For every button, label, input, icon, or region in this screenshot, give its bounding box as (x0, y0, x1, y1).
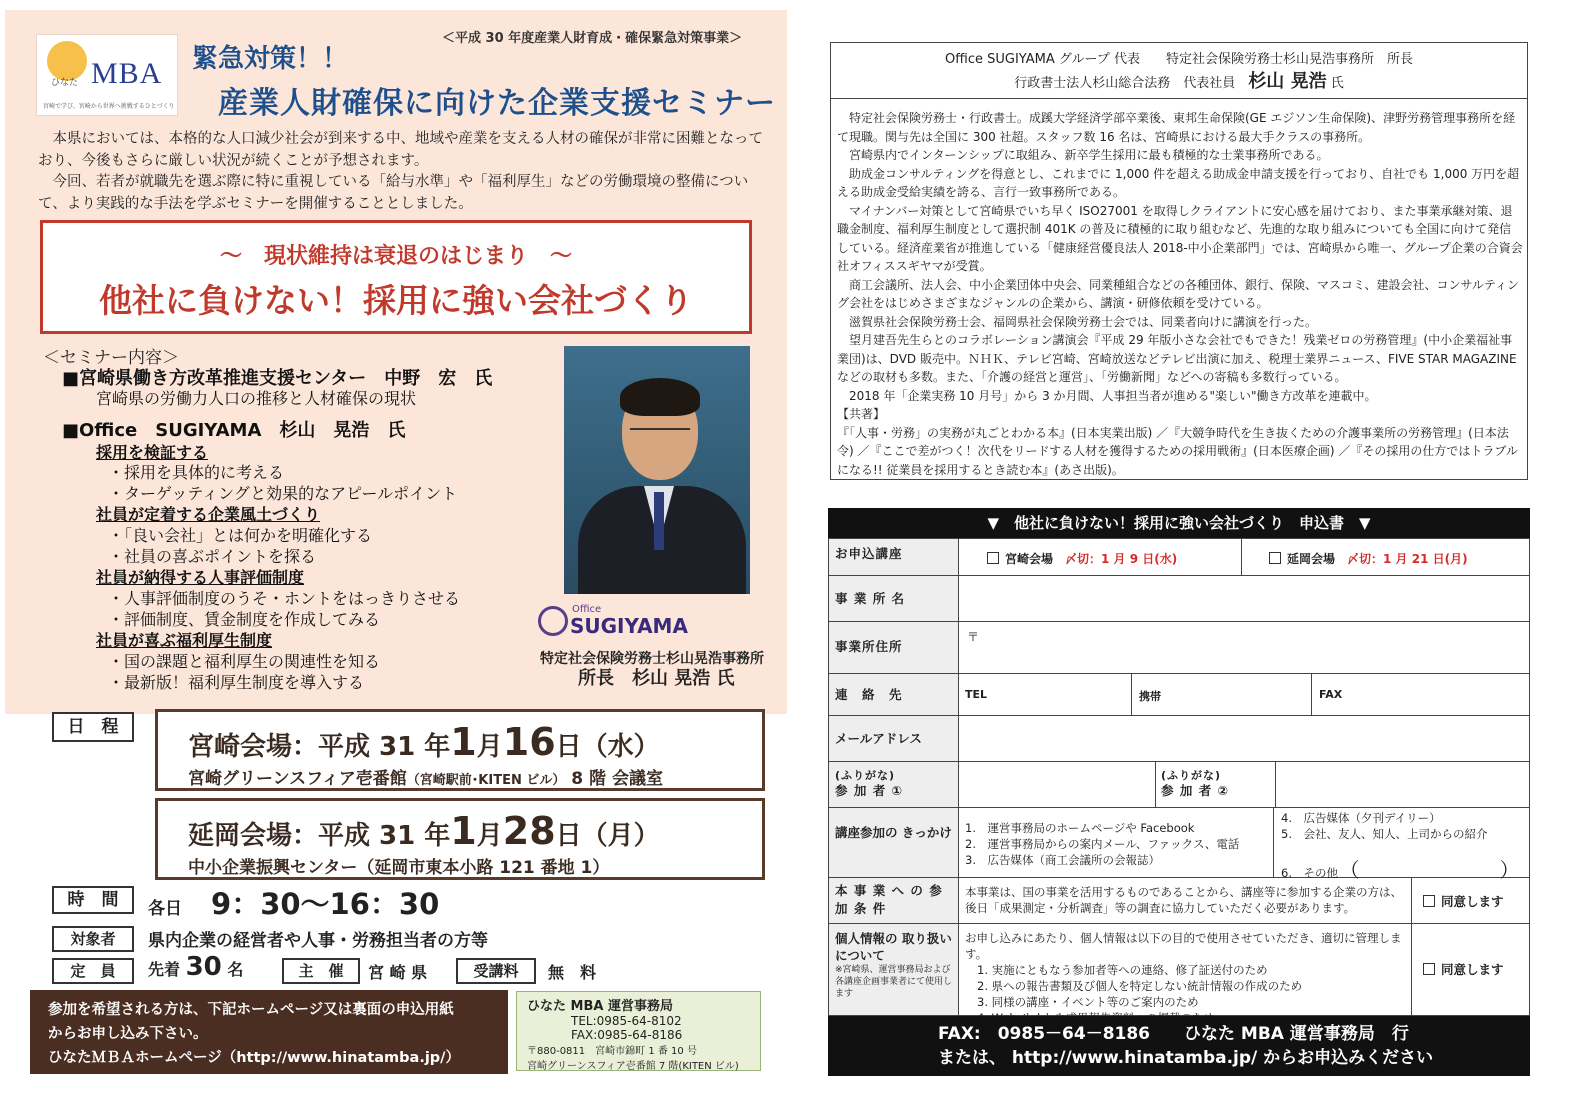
mobile-field[interactable]: 携帯 (1139, 690, 1161, 703)
cta-line: からお申し込み下さい。 (48, 1026, 208, 1042)
fax-field[interactable]: FAX (1319, 688, 1343, 701)
profile-paragraph: 2018 年「企業実務 10 月号」から 3 か月間、人事担当者が進める"楽しい"働き方改革を連載中。 (849, 388, 1377, 403)
page-title: 産業人財確保に向けた企業支援セミナー (218, 86, 776, 121)
section-item: ・「良い会社」とは何かを明確化する (108, 526, 373, 545)
course-miyazaki: 宮崎会場 〆切：1 月 9 日(水) (987, 550, 1177, 567)
application-form (828, 508, 1530, 1076)
form-row-email (828, 716, 1530, 762)
director-name: 所長 杉山 晃浩 氏 (578, 668, 735, 689)
profile-paragraph: 商工会議所、法人会、中小企業団体中央会、同業種組合などの各種団体、銀行、保険、マスコミ、建設会社、コンサルティング会社をはじめさまざまなジャンルの企業から、講演・研修依頼を受けている。 (837, 277, 1519, 310)
privacy-note: ※宮崎県、運営事務局および各講座企画事業者にて使用します (835, 965, 953, 999)
section-item: ・社員の喜ぶポイントを探る (108, 547, 317, 566)
profile-title-2: 行政書士法人杉山総合法務 代表社員 杉山 晃浩 氏 (1014, 71, 1344, 92)
course-label: お申込講座 (829, 539, 959, 575)
capacity-value: 先着 30 名 (148, 952, 244, 982)
time-value: 各日 9：30～16：30 (148, 887, 440, 921)
footer-url[interactable]: または、 http://www.hinatamba.jp/ からお申込みください (938, 1048, 1434, 1068)
office-title: ひなた MBA 運営事務局 (527, 999, 673, 1014)
office-tel: TEL:0985-64-8102 (571, 1014, 682, 1028)
form-row-privacy (828, 924, 1530, 1016)
venue-miyazaki (155, 709, 765, 791)
form-footer (828, 1016, 1530, 1076)
speaker-2: ■Office SUGIYAMA 杉山 晃浩 氏 (62, 420, 406, 441)
address-field[interactable] (989, 624, 1525, 670)
form-row-course (828, 538, 1530, 576)
section-title: 採用を検証する (96, 443, 209, 462)
section-item: ・国の課題と福利厚生の関連性を知る (108, 652, 381, 671)
course-nobeoka-checkbox[interactable] (1269, 552, 1281, 564)
target-value: 県内企業の経営者や人事・労務担当者の方等 (148, 931, 488, 951)
seminar-heading: ＜セミナー内容＞ (43, 348, 179, 368)
fee-label: 受講料 (456, 958, 536, 984)
speaker-1: ■宮崎県働き方改革推進支援センター 中野 宏 氏 (62, 368, 493, 389)
participant-2-label: (ふりがな) 参 加 者 ② (1161, 769, 1230, 798)
host-label: 主 催 (282, 958, 360, 984)
condition-agree-checkbox[interactable] (1423, 895, 1435, 907)
privacy-item: 3. 同様の講座・イベント等のご案内のため (977, 995, 1199, 1009)
sugiyama-logo (538, 604, 688, 640)
company-field[interactable] (961, 578, 1527, 618)
form-row-trigger (828, 808, 1530, 882)
participant-1-field[interactable] (961, 764, 1151, 804)
venue-nobeoka (155, 798, 765, 880)
privacy-agree-checkbox[interactable] (1423, 963, 1435, 975)
hinata-mba-logo (36, 34, 178, 116)
books-heading: 【共著】 (837, 407, 886, 421)
time-label: 時 間 (52, 886, 134, 914)
profile-paragraph: マイナンバー対策として宮崎県でいち早く ISO27001 を取得しクライアントに安心感を届けており、また事業承継対策、退職金制度、福利厚生制度として選択制 401K の普及に積極的に取り組むなど、先進的な取り組みについても全国に向けて発信している。経済産業省が推進している「健康経営優良法人 2018-中小企業部門」では、宮崎県から唯一、グループ企業の合資会社オフィススギヤマが受賞。 (837, 203, 1523, 273)
slogan-box (40, 220, 752, 334)
email-field[interactable] (961, 718, 1527, 758)
project-name: ＜平成 30 年度産業人財育成・確保緊急対策事業＞ (442, 31, 743, 46)
sugiyama-logo-name: SUGIYAMA (570, 614, 688, 638)
profile-paragraph: 助成金コンサルティングを得意とし、これまでに 1,000 件を超える助成金申請支援を行っており、自社でも 1,000 万円を超える助成金受給実績を誇る、言行一致事務所である。 (837, 166, 1520, 199)
section-title: 社員が納得する人事評価制度 (96, 568, 305, 587)
sugiyama-logo-icon (538, 606, 568, 636)
host-value: 宮 崎 県 (368, 963, 428, 982)
trigger-option[interactable]: 2. 運営事務局からの案内メール、ファックス、電話 (965, 837, 1240, 851)
privacy-label: 個人情報の 取り扱いについて ※宮崎県、運営事務局および各講座企画事業者にて使用します (829, 924, 959, 1015)
form-row-condition (828, 878, 1530, 924)
profile-paragraph: 滋賀県社会保険労務士会、福岡県社会保険労務士会では、同業者向けに講演を行った。 (849, 314, 1318, 329)
postal-mark: 〒 (967, 630, 980, 644)
venue-nobeoka-date: 延岡会場：平成 31 年1月28日（月） (188, 809, 660, 853)
venue-nobeoka-place: 中小企業振興センター（延岡市東本小路 121 番地 1） (188, 858, 610, 878)
office-contact-box (516, 991, 761, 1071)
books-list: 『「人事・労務」の実務が丸ごとわかる本』(日本実業出版) ／『大競争時代を生き抜くための介護事業所の労務管理』(日本法令) ／『ここで差がつく！次代をリードする人材を獲得するための採用戦術』(日本医療企画) ／『その採用の仕方ではトラブルになる!! 従業員を採用するとき読む本』(あさ出版)。 (837, 425, 1518, 477)
trigger-options-left (965, 820, 1239, 868)
participant-1-label: (ふりがな) 参 加 者 ① (829, 762, 959, 807)
company-label: 事 業 所 名 (829, 576, 959, 621)
intro-text (38, 129, 770, 215)
trigger-other[interactable]: 6. その他 （ ） (1281, 858, 1520, 882)
logo-tagline: 宮崎で学び、宮崎から世界へ挑戦するひとづくり (43, 103, 175, 110)
form-row-address (828, 622, 1530, 674)
office-name: 特定社会保険労務士杉山晃浩事務所 (540, 651, 764, 667)
section-item: ・人事評価制度のうそ・ホントをはっきりさせる (108, 589, 461, 608)
venue-miyazaki-place: 宮崎グリーンスフィア壱番館（宮崎駅前･KITEN ビル） 8 階 会議室 (188, 769, 663, 789)
target-label: 対象者 (52, 926, 134, 952)
capacity-label: 定 員 (52, 958, 134, 984)
trigger-option[interactable]: 3. 広告媒体（商工会議所の会報誌） (965, 853, 1160, 867)
profile-title-1: Office SUGIYAMA グループ 代表 特定社会保険労務士杉山晃浩事務所 所長 (945, 52, 1413, 67)
course-miyazaki-checkbox[interactable] (987, 552, 999, 564)
speaker-1-topic: 宮崎県の労働力人口の推移と人材確保の現状 (96, 389, 417, 408)
section-title: 社員が定着する企業風土づくり (96, 505, 321, 524)
intro-paragraph: 本県においては、本格的な人口減少社会が到来する中、地域や産業を支える人材の確保が非常に困難となっており、今後もさらに厳しい状況が続くことが予想されます。 (38, 131, 763, 169)
tel-field[interactable]: TEL (965, 688, 988, 701)
profile-paragraph: 特定社会保険労務士・行政書士。成蹊大学経済学部卒業後、東邦生命保険(GE エジソン生命保険)、津野労務管理事務所を経て現職。関与先は全国に 300 社超。スタッフ数 16 名は、宮崎県における最大手クラスの事務所。 (837, 111, 1516, 144)
email-label: メールアドレス (829, 716, 959, 761)
trigger-option[interactable]: 1. 運営事務局のホームページや Facebook (965, 821, 1195, 835)
profile-header (831, 43, 1527, 99)
cta-line: 参加を希望される方は、下記ホームページ又は裏面の申込用紙 (48, 1002, 454, 1018)
cta-box (30, 990, 508, 1074)
title-urgent: 緊急対策！！ (192, 44, 349, 74)
slogan-title: 他社に負けない！採用に強い会社づくり (99, 281, 693, 320)
privacy-agree[interactable]: 同意します (1423, 960, 1504, 978)
office-address: 〒880-0811 宮崎市錦町 1 番 10 号 (527, 1046, 697, 1057)
trigger-label: 講座参加の きっかけ (829, 808, 959, 877)
condition-text: 本事業は、国の事業を活用するものであることから、講座等に参加する企業の方は、後日「成果測定・分析調査」等の調査に協力していただく必要があります。 (965, 885, 1402, 915)
sugiyama-logo-office: Office (572, 604, 602, 615)
form-row-participants (828, 762, 1530, 808)
form-header: ▼ 他社に負けない！採用に強い会社づくり 申込書 ▼ (828, 508, 1530, 538)
slogan-subtitle: ～ 現状維持は衰退のはじまり ～ (219, 244, 572, 269)
condition-label: 本 事 業 へ の 参 加 条 件 (829, 878, 959, 923)
form-row-company (828, 576, 1530, 622)
section-title: 社員が喜ぶ福利厚生制度 (96, 631, 273, 650)
trigger-option[interactable]: 4. 広告媒体（夕刊デイリー） (1281, 811, 1441, 825)
intro-paragraph: 今回、若者が就職先を選ぶ際に特に重視している「給与水準」や「福利厚生」などの労働環境の整備について、より実践的な手法を学ぶセミナーを開催することとしました。 (38, 174, 749, 212)
profile-paragraph: 望月建吾先生らとのコラボレーション講演会『平成 29 年版小さな会社でもできた！残業ゼロの労務管理』(中小企業福祉事業団)は、DVD 販売中。ＮＨＫ、テレビ宮崎、宮崎放送などテレビ出演に加え、税理士業界ニュース、FIVE STAR MAGAZINE などの取材も多数。また、「介護の経営と運営」、「労働新聞」などへの寄稿も多数行っている。 (837, 333, 1517, 384)
office-fax: FAX:0985-64-8186 (571, 1028, 683, 1042)
speaker-photo (564, 346, 750, 594)
trigger-option[interactable]: 5. 会社、友人、知人、上司からの紹介 (1281, 827, 1488, 841)
profile-box (830, 42, 1528, 480)
office-building: 宮崎グリーンスフィア壱番館 7 階(KITEN ビル) (527, 1061, 739, 1072)
section-item: ・採用を具体的に考える (108, 463, 285, 482)
form-row-contact (828, 674, 1530, 716)
privacy-item: 2. 県への報告書類及び個人を特定しない統計情報の作成のため (977, 979, 1303, 993)
fee-value: 無 料 (548, 963, 597, 982)
participant-2-field[interactable] (1279, 764, 1525, 804)
privacy-item: 1. 実施にともなう参加者等への連絡、修了証送付のため (977, 963, 1268, 977)
address-label: 事業所住所 (829, 622, 959, 673)
logo-mba-text: MBA (91, 57, 163, 90)
trigger-options-right (1281, 810, 1487, 842)
section-item: ・最新版！福利厚生制度を導入する (108, 673, 365, 692)
section-item: ・ターゲッティングと効果的なアピールポイント (108, 484, 458, 503)
contact-label: 連 絡 先 (829, 674, 959, 715)
condition-agree[interactable]: 同意します (1423, 892, 1504, 910)
venue-miyazaki-date: 宮崎会場：平成 31 年1月16日（水） (188, 720, 660, 764)
section-item: ・評価制度、賃金制度を作成してみる (108, 610, 381, 629)
course-nobeoka: 延岡会場 〆切：1 月 21 日(月) (1269, 550, 1468, 567)
footer-fax: FAX: 0985－64－8186 ひなた MBA 運営事務局 行 (938, 1024, 1409, 1044)
privacy-text: お申し込みにあたり、個人情報は以下の目的で使用させていただき、適切に管理します。 1. 実施にともなう参加者等への連絡、修了証送付のため 2. 県への報告書類及び個人を特定しない統計情報の作成のため 3. 同様の講座・イベント等のご案内のため (965, 930, 1405, 1026)
schedule-label: 日 程 (52, 712, 134, 742)
cta-link[interactable]: ひなたＭＢＡホームページ（http://www.hinatamba.jp/） (48, 1050, 460, 1066)
logo-sun-text: ひなた (51, 78, 79, 88)
profile-paragraph: 宮崎県内でインターンシップに取組み、新卒学生採用に最も積極的な士業事務所である。 (849, 148, 1329, 162)
profile-body (837, 109, 1523, 479)
